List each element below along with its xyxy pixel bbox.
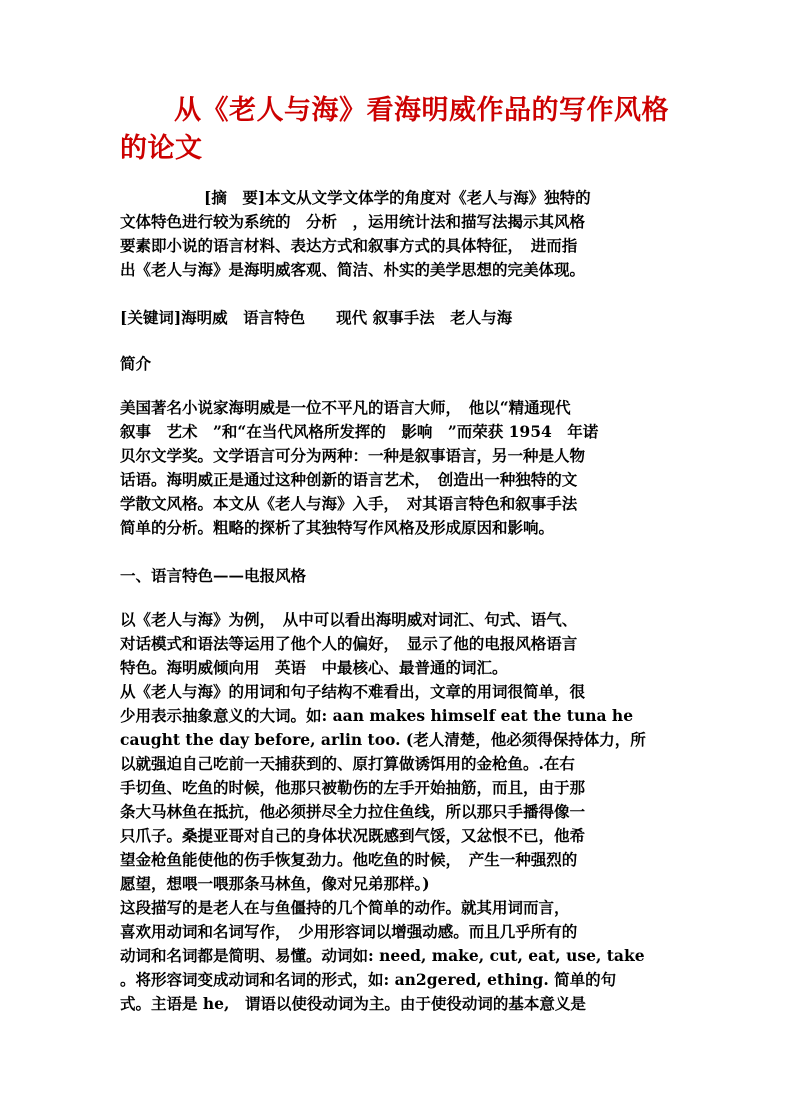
abstract [120,186,672,282]
paragraph-line: 。将形容词变成动词和名词的形式，如: an2gered, ething. 简单的句 [120,970,617,989]
section-heading: 一、语言特色——电报风格 [120,566,307,585]
paragraph-line: 学散文风格。本文从《老人与海》入手， 对其语言特色和叙事手法 [120,494,578,513]
paragraph-line: 简单的分析。粗略的探析了其独特写作风格及形成原因和影响。 [120,518,555,537]
paragraph-line: 只爪子。桑提亚哥对自己的身体状况既感到气馁，又忿恨不已，他希 [120,826,586,845]
paragraph-line: 这段描写的是老人在与鱼僵持的几个简单的动作。就其用词而言， [120,898,570,917]
paragraph-line: 美国著名小说家海明威是一位不平凡的语言大师， 他以“精通现代 [120,398,571,417]
paragraph-line: 式。主语是 he, 谓语以使役动词为主。由于使役动词的基本意义是 [120,994,586,1013]
paragraph-line: 话语。海明威正是通过这种创新的语言艺术， 创造出一种独特的文 [120,470,578,489]
paragraph-line: 动词和名词都是简明、易懂。动词如: need, make, cut, eat, use, take [120,946,645,965]
document-title [120,92,680,168]
paragraph-line: caught the day before, arlin too. (老人清楚，他必须得保持体力，所 [120,730,646,749]
paragraph-line: 叙事 艺术 ”和“在当代风格所发挥的 影响 ”而荣获 1954 年诺 [120,422,599,441]
paragraph-line: 愿望，想喂一喂那条马林鱼，像对兄弟那样。) [120,874,430,893]
paragraph-line: 对话模式和语法等运用了他个人的偏好， 显示了他的电报风格语言 [120,634,578,653]
paragraph-line: 条大马林鱼在抵抗，他必须拼尽全力拉住鱼线，所以那只手播得像一 [120,802,586,821]
paragraph-line: 以《老人与海》为例， 从中可以看出海明威对词汇、句式、语气、 [120,610,578,629]
paragraph-line: 喜欢用动词和名词写作， 少用形容词以增强动感。而且几乎所有的 [120,922,578,941]
abstract-line: 文体特色进行较为系统的 分析 ，运用统计法和描写法揭示其风格 [120,212,586,231]
paragraph-line: 手切鱼、吃鱼的时候，他那只被勒伤的左手开始抽筋，而且，由于那 [120,778,586,797]
keywords-line: [关键词]海明威 语言特色 现代 叙事手法 老人与海 [120,308,513,327]
abstract-line: 出《老人与海》是海明威客观、简洁、朴实的美学思想的完美体现。 [120,260,586,279]
paragraph-line: 特色。海明威倾向用 英语 中最核心、最普通的词汇。 [120,658,508,677]
abstract-line: 要素即小说的语言材料、表达方式和叙事方式的具体特征， 进而指 [120,236,578,255]
paragraph-line: 以就强迫自己吃前一天捕获到的、原打算做诱饵用的金枪鱼。.在右 [120,754,575,773]
keywords [120,306,672,330]
intro-paragraph [120,396,672,540]
section1-heading [120,564,672,588]
paragraph-line: 贝尔文学奖。文学语言可分为两种：一种是叙事语言，另一种是人物 [120,446,586,465]
abstract-line: [摘 要]本文从文学文体学的角度对《老人与海》独特的 [204,188,591,207]
paragraph-line: 从《老人与海》的用词和句子结构不难看出，文章的用词很简单，很 [120,682,586,701]
section-heading: 简介 [120,354,152,373]
title-line: 的论文 [120,133,203,164]
paragraph-line: 望金枪鱼能使他的伤手恢复劲力。他吃鱼的时候， 产生一种强烈的 [120,850,578,869]
paragraph-line: 少用表示抽象意义的大词。如: aan makes himself eat the tuna he [120,706,634,725]
section1-paragraph [120,608,672,1016]
intro-heading [120,352,672,376]
title-line: 从《老人与海》看海明威作品的写作风格 [174,95,669,126]
